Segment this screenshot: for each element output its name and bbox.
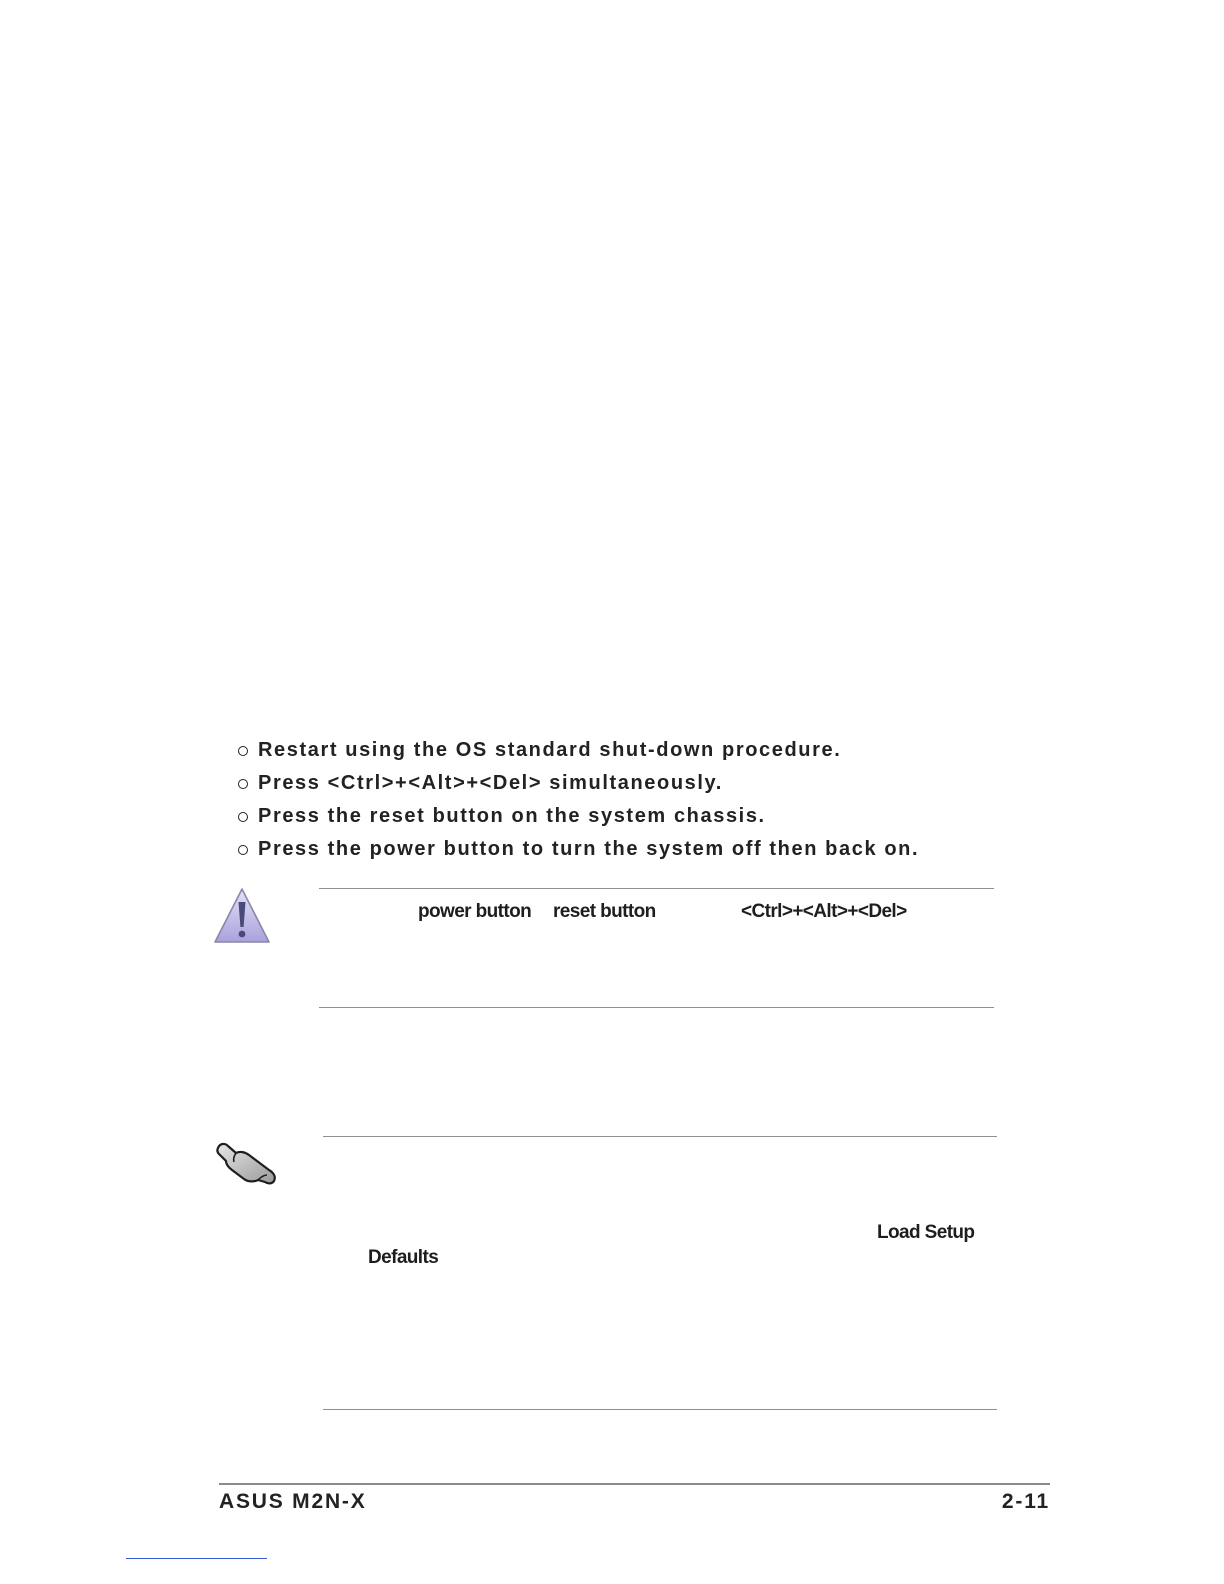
note-load-setup: Load Setup xyxy=(877,1222,975,1243)
note-top-rule xyxy=(323,1136,997,1137)
list-item-text: Press the power button to turn the system off then back on. xyxy=(258,838,920,860)
caution-bottom-rule xyxy=(319,1007,994,1008)
caution-icon xyxy=(212,886,272,946)
bullet-circle-icon xyxy=(238,746,248,756)
list-item-text: Restart using the OS standard shut-down procedure. xyxy=(258,739,842,761)
list-item xyxy=(238,833,1018,866)
list-item xyxy=(238,734,1018,767)
list-item-text: Press the reset button on the system chassis. xyxy=(258,805,766,827)
bullet-circle-icon xyxy=(238,845,248,855)
caution-ctrl-alt-del: <Ctrl>+<Alt>+<Del> xyxy=(741,901,907,922)
caution-reset-button: reset button xyxy=(553,901,656,922)
list-item xyxy=(238,800,1018,833)
note-defaults: Defaults xyxy=(368,1247,439,1268)
bullet-circle-icon xyxy=(238,779,248,789)
note-bottom-rule xyxy=(323,1409,997,1410)
footer-rule xyxy=(219,1483,1050,1485)
restart-options-list xyxy=(238,734,1018,866)
caution-power-button: power button xyxy=(418,901,532,922)
footer-page-number: 2-11 xyxy=(1001,1490,1050,1513)
list-item-text: Press <Ctrl>+<Alt>+<Del> simultaneously. xyxy=(258,772,723,794)
caution-top-rule xyxy=(319,888,994,889)
note-hand-icon xyxy=(214,1140,280,1186)
link-underline[interactable] xyxy=(126,1558,267,1559)
list-item xyxy=(238,767,1018,800)
bullet-circle-icon xyxy=(238,812,248,822)
footer-product-name: ASUS M2N-X xyxy=(219,1490,367,1513)
